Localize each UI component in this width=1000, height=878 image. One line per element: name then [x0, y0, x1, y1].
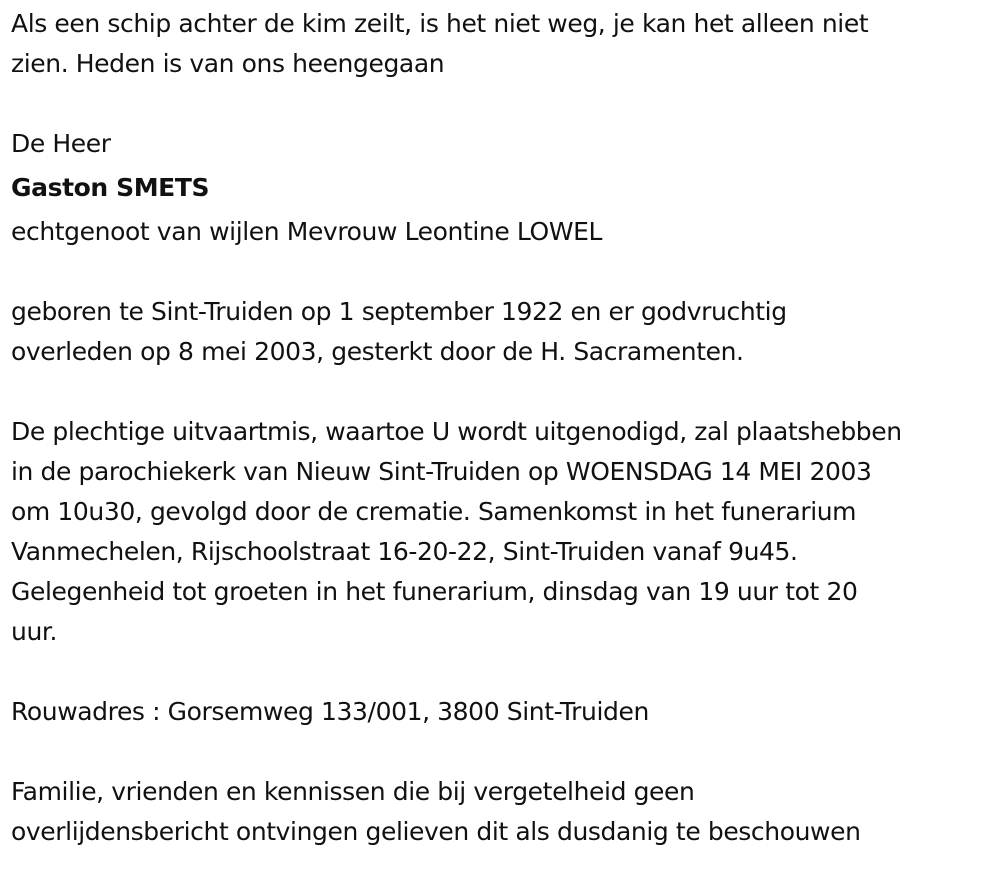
- ceremony-paragraph: [11, 412, 996, 652]
- birth-death-paragraph: [11, 292, 996, 372]
- quote-line: zien. Heden is van ons heengegaan: [11, 49, 445, 78]
- paragraph-spacer: [11, 252, 996, 292]
- quote-line: Als een schip achter de kim zeilt, is het niet weg, je kan het alleen niet: [11, 9, 869, 38]
- birth-death-line: geboren te Sint-Truiden op 1 september 1922 en er godvruchtig: [11, 297, 787, 326]
- birth-death-line: overleden op 8 mei 2003, gesterkt door de H. Sacramenten.: [11, 337, 744, 366]
- closing-paragraph: [11, 772, 996, 852]
- obituary-notice: [11, 4, 996, 852]
- spouse-line: echtgenoot van wijlen Mevrouw Leontine LOWEL: [11, 217, 603, 246]
- ceremony-line: Vanmechelen, Rijschoolstraat 16-20-22, Sint-Truiden vanaf 9u45.: [11, 537, 798, 566]
- closing-line: overlijdensbericht ontvingen gelieven dit als dusdanig te beschouwen: [11, 817, 861, 846]
- ceremony-line: Gelegenheid tot groeten in het funerarium, dinsdag van 19 uur tot 20: [11, 577, 858, 606]
- paragraph-spacer: [11, 372, 996, 412]
- paragraph-spacer: [11, 84, 996, 124]
- mourning-address: Rouwadres : Gorsemweg 133/001, 3800 Sint-Truiden: [11, 697, 649, 726]
- deceased-name: Gaston SMETS: [11, 173, 210, 202]
- quote-paragraph: [11, 4, 996, 84]
- paragraph-spacer: [11, 732, 996, 772]
- ceremony-line: De plechtige uitvaartmis, waartoe U wordt uitgenodigd, zal plaatshebben: [11, 417, 902, 446]
- paragraph-spacer: [11, 652, 996, 692]
- ceremony-line: uur.: [11, 617, 58, 646]
- ceremony-line: in de parochiekerk van Nieuw Sint-Truiden op WOENSDAG 14 MEI 2003: [11, 457, 872, 486]
- closing-line: Familie, vrienden en kennissen die bij vergetelheid geen: [11, 777, 695, 806]
- ceremony-line: om 10u30, gevolgd door de crematie. Samenkomst in het funerarium: [11, 497, 857, 526]
- salutation: De Heer: [11, 129, 111, 158]
